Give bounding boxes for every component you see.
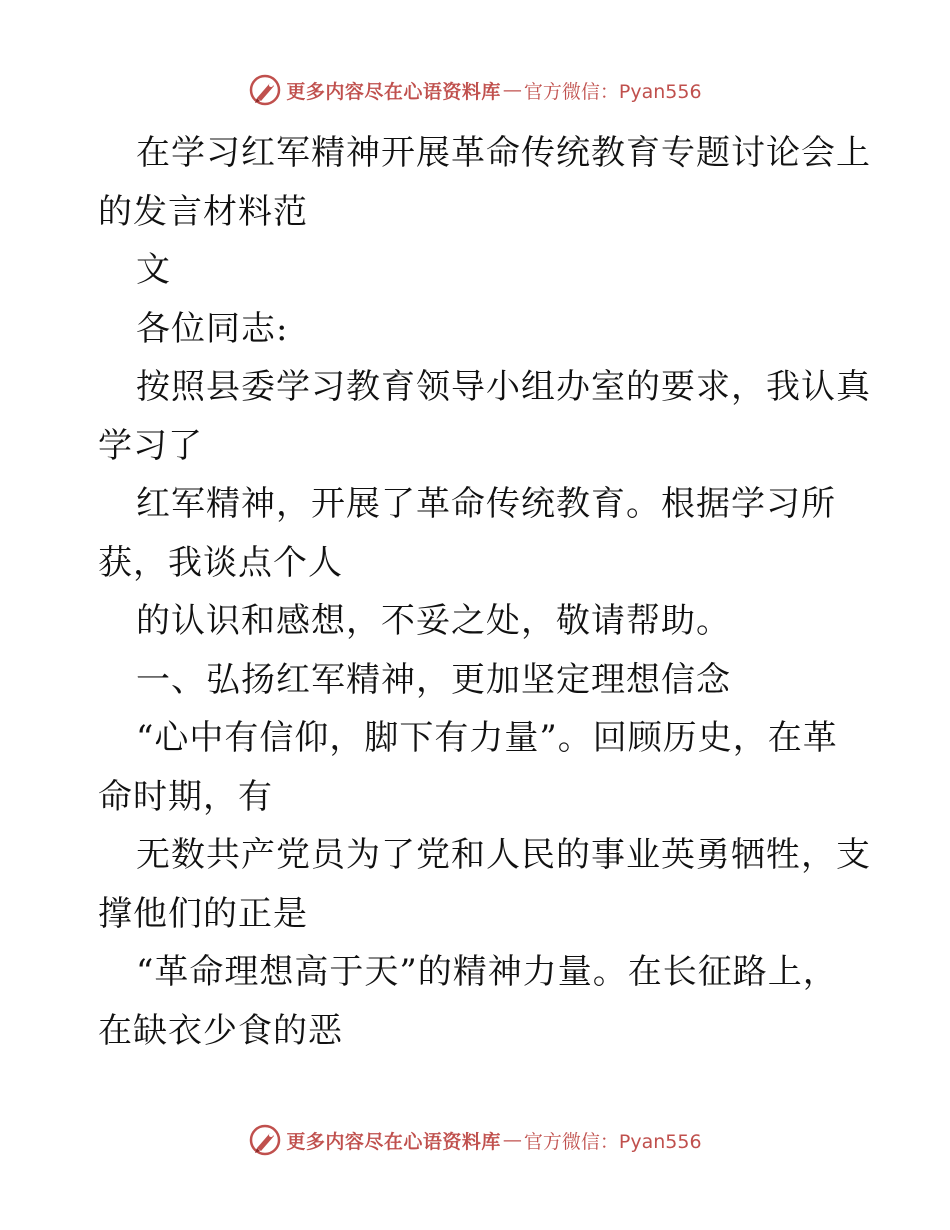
- banner-site-text: 更多内容尽在心语资料库: [286, 1130, 501, 1153]
- paragraph-line: 无数共产党员为了党和人民的事业英勇牺牲，支: [136, 835, 871, 875]
- banner-official-account: 官方微信：Pyan556: [523, 80, 702, 103]
- paragraph-line: 红军精神，开展了革命传统教育。根据学习所: [136, 484, 836, 524]
- title-line-2: 的发言材料范: [98, 191, 308, 232]
- paragraph-line: “革命理想高于天”的精神力量。在长征路上，: [136, 952, 838, 992]
- title-line-3: 文: [136, 250, 171, 290]
- paragraph-line: 学习了: [98, 425, 203, 466]
- paragraph-line: 获，我谈点个人: [98, 542, 343, 583]
- pen-logo-icon: [248, 1123, 282, 1157]
- footer-banner: [0, 1118, 950, 1162]
- paragraph-line: 命时期，有: [98, 776, 273, 817]
- banner-official-account: 官方微信：Pyan556: [523, 1130, 702, 1153]
- section-heading: 一、弘扬红军精神，更加坚定理想信念: [136, 659, 731, 700]
- pen-logo-icon: [248, 73, 282, 107]
- paragraph-line: “心中有信仰，脚下有力量”。回顾历史，在革: [136, 718, 838, 758]
- paragraph-line: 撑他们的正是: [98, 893, 308, 934]
- paragraph-line: 按照县委学习教育领导小组办室的要求，我认真: [136, 367, 871, 407]
- document-body: [98, 124, 871, 1060]
- banner-site-text: 更多内容尽在心语资料库: [286, 80, 501, 103]
- title-line-1: 在学习红军精神开展革命传统教育专题讨论会上: [136, 133, 871, 173]
- paragraph-line: 的认识和感想，不妥之处，敬请帮助。: [136, 601, 731, 641]
- banner-separator: —: [502, 1129, 522, 1151]
- salutation: 各位同志:: [136, 308, 289, 349]
- header-banner: [0, 68, 950, 112]
- paragraph-line: 在缺衣少食的恶: [98, 1010, 343, 1051]
- banner-separator: —: [502, 79, 522, 101]
